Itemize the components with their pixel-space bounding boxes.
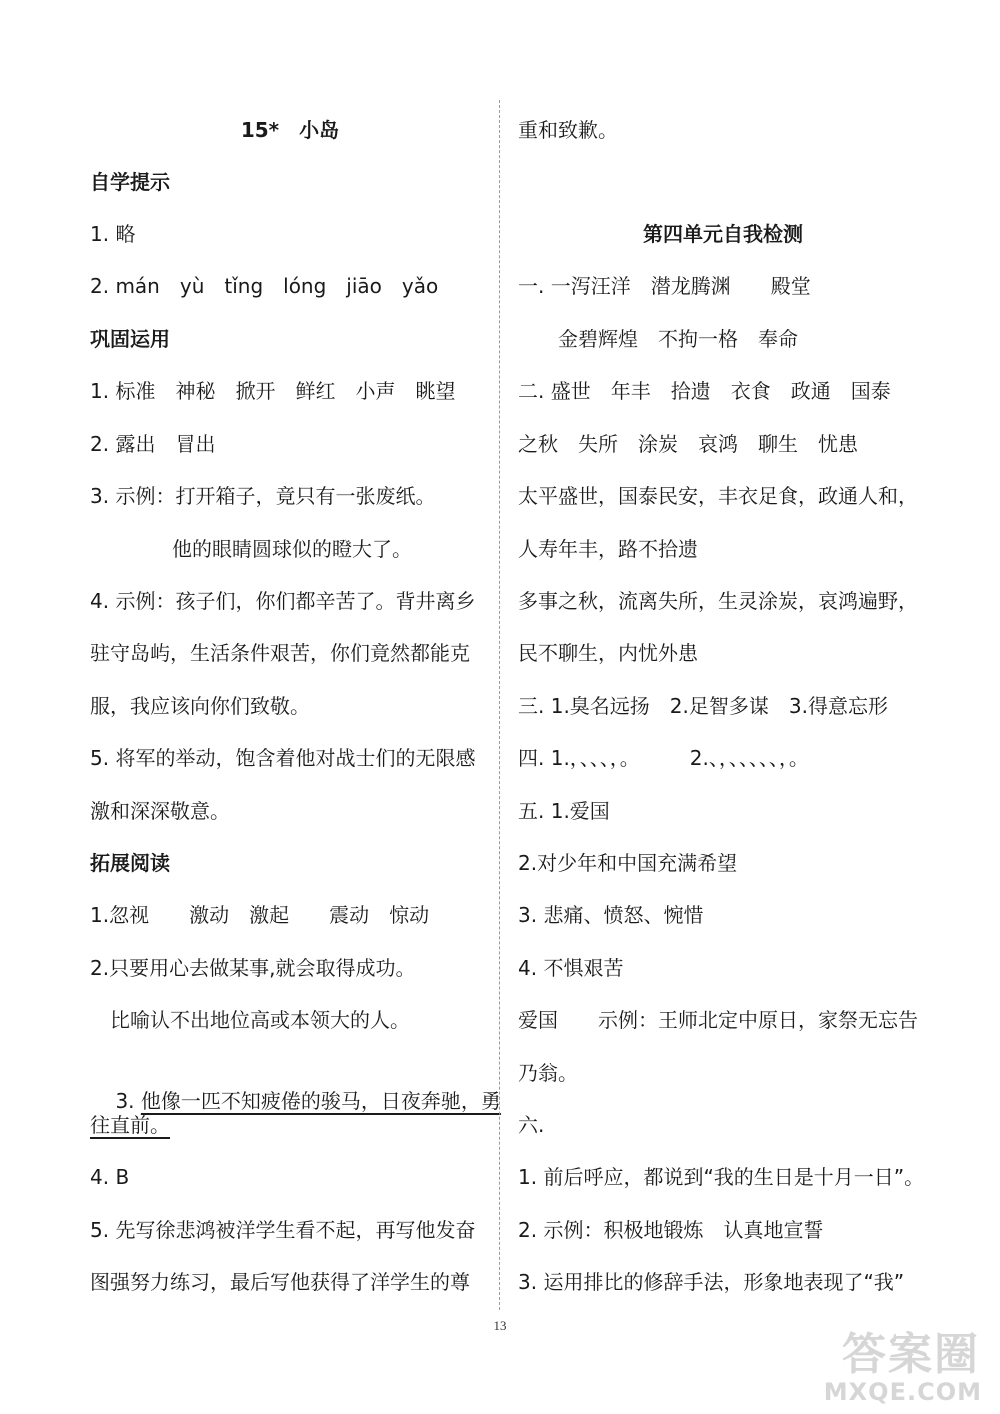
answer-line: 一. 一泻汪洋 潜龙腾渊 殿堂 [518,274,811,298]
answer-number: 3. [115,1089,141,1113]
answer-line: 4. B [90,1165,130,1189]
answer-line: 之秋 失所 涂炭 哀鸿 聊生 忧患 [518,432,858,456]
answer-line: 爱国 示例：王师北定中原日，家祭无忘告 [518,1008,918,1032]
answer-line: 2. mán yù tǐng lóng jiāo yǎo [90,274,439,298]
answer-line: 1. 略 [90,222,136,246]
answer-line: 服，我应该向你们致敬。 [90,694,310,718]
section-heading-extended-reading: 拓展阅读 [90,851,170,875]
unit-test-title: 第四单元自我检测 [643,222,803,246]
watermark-url-text: MXQE.COM [823,1378,982,1406]
answer-line: 多事之秋，流离失所，生灵涂炭，哀鸿遍野， [518,589,918,613]
answer-line: 二. 盛世 年丰 拾遗 衣食 政通 国泰 [518,379,891,403]
answer-line: 太平盛世，国泰民安，丰衣足食，政通人和， [518,484,918,508]
answer-line: 驻守岛屿，生活条件艰苦，你们竟然都能克 [90,641,470,665]
answer-line: 4. 示例：孩子们，你们都辛苦了。背井离乡 [90,589,476,613]
answer-line: 民不聊生，内忧外患 [518,641,698,665]
answer-line: 3. 示例：打开箱子，竟只有一张废纸。 [90,484,436,508]
answer-line: 3. 悲痛、愤怒、惋惜 [518,903,704,927]
underlined-answer: 往直前。 [90,1113,170,1137]
answer-line: 三. 1.臭名远扬 2.足智多谋 3.得意忘形 [518,694,888,718]
answer-line: 四. 1.，、、、，。 2.、，、、、、、，。 [518,746,809,770]
section-heading-self-study: 自学提示 [90,170,170,194]
answer-line: 2. 示例：积极地锻炼 认真地宣誓 [518,1218,824,1242]
answer-line: 2.对少年和中国充满希望 [518,851,738,875]
answer-line: 5. 先写徐悲鸿被洋学生看不起，再写他发奋 [90,1218,476,1242]
answer-line: 人寿年丰，路不拾遗 [518,537,698,561]
answer-line: 六. [518,1113,545,1137]
answer-line: 2.只要用心去做某事,就会取得成功。 [90,956,416,980]
answer-line: 五. 1.爱国 [518,799,610,823]
underlined-answer: 他像一匹不知疲倦的骏马，日夜奔驰，勇 [140,1089,501,1113]
answer-line: 4. 不惧艰苦 [518,956,624,980]
answer-line: 1. 标准 神秘 掀开 鲜红 小声 眺望 [90,379,456,403]
answer-line: 重和致歉。 [518,118,618,142]
answer-line: 1. 前后呼应，都说到“我的生日是十月一日”。 [518,1165,925,1189]
answer-line: 金碧辉煌 不拘一格 奉命 [558,327,798,351]
answer-line: 比喻认不出地位高或本领大的人。 [110,1008,410,1032]
answer-line: 2. 露出 冒出 [90,432,216,456]
answer-line: 图强努力练习，最后写他获得了洋学生的尊 [90,1270,470,1294]
page-number: 13 [493,1318,507,1333]
section-heading-consolidate: 巩固运用 [90,327,170,351]
site-watermark [810,1318,990,1408]
answer-line: 1.忽视 激动 激起 震动 惊动 [90,903,430,927]
answer-line: 他的眼睛圆球似的瞪大了。 [172,537,412,561]
watermark-logo-text: 答案圈 [842,1329,980,1380]
lesson-title: 15* 小岛 [240,118,340,142]
answer-line: 乃翁。 [518,1061,578,1085]
answer-line: 5. 将军的举动，饱含着他对战士们的无限感 [90,746,476,770]
column-divider [499,100,500,1310]
answer-line: 3. 运用排比的修辞手法，形象地表现了“我” [518,1270,905,1294]
answer-line: 激和深深敬意。 [90,799,230,823]
